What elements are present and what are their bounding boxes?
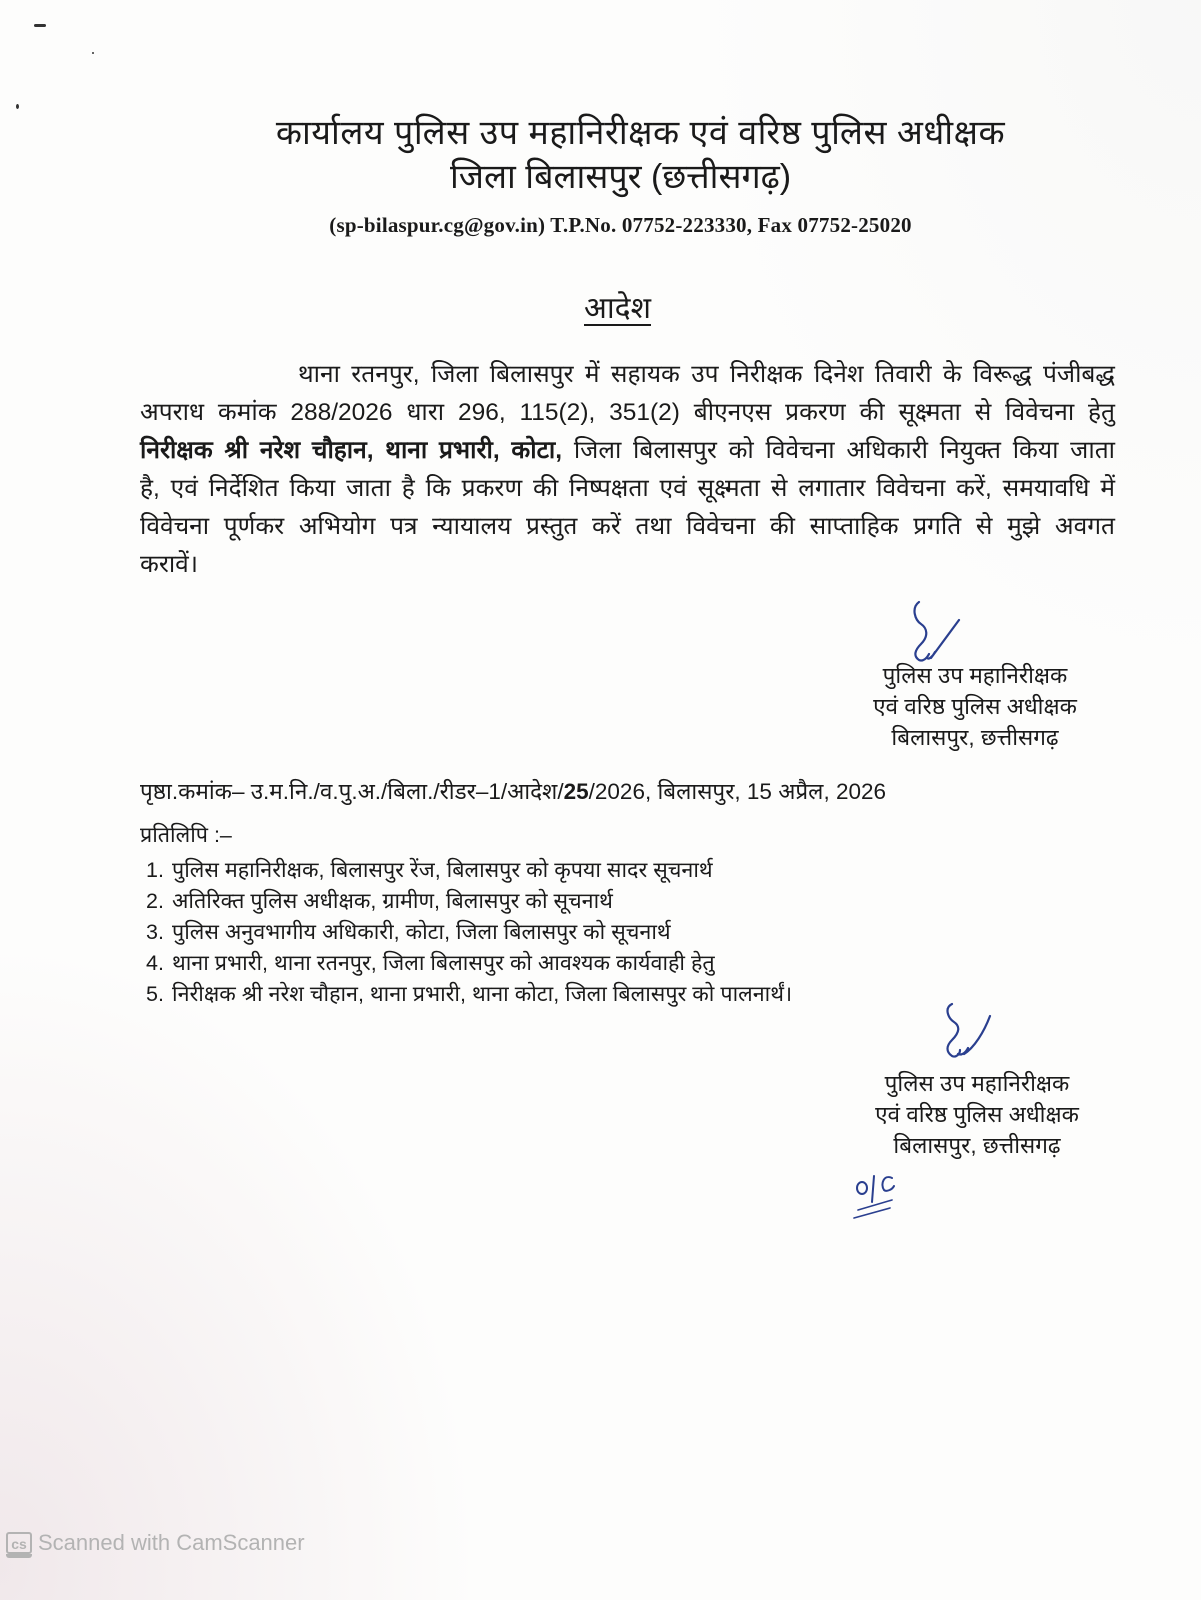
scan-speck — [34, 24, 46, 27]
copy-to-item-text: पुलिस अनुवभागीय अधिकारी, कोटा, जिला बिलासपुर को सूचनार्थ — [172, 920, 671, 944]
signature-icon — [938, 998, 998, 1063]
signature-block-2 — [832, 1068, 1122, 1161]
reference-number: 25 — [563, 779, 589, 804]
signature-icon — [905, 598, 965, 668]
copy-to-item — [146, 948, 792, 979]
reference-prefix: पृष्ठा.कमांक– उ.म.नि./व.पु.अ./बिला./रीडर–1/आदेश/ — [140, 779, 564, 804]
copy-to-item-number: 3. — [146, 920, 164, 944]
camscanner-watermark — [6, 1530, 305, 1556]
signatory-designation-1: पुलिस उप महानिरीक्षक — [882, 663, 1068, 688]
order-title: आदेश — [584, 292, 651, 325]
copy-to-item-text: थाना प्रभारी, थाना रतनपुर, जिला बिलासपुर को आवश्यक कार्यवाही हेतु — [172, 951, 715, 975]
reference-number-line — [140, 775, 886, 806]
copy-to-item — [146, 917, 792, 948]
camscanner-logo-icon: cs — [6, 1532, 32, 1554]
copy-to-item-text: अतिरिक्त पुलिस अधीक्षक, ग्रामीण, बिलासपुर को सूचनार्थ — [172, 889, 613, 913]
copy-to-item — [146, 886, 792, 917]
scan-speck — [92, 52, 94, 54]
order-body-text-1: थाना रतनपुर, जिला बिलासपुर में सहायक उप निरीक्षक दिनेश तिवारी के विरूद्ध पंजीबद्ध अपराध कमांक 288/2026 धारा 296, 115(2), 351(2) बीएनएस प्रकरण की सूक्ष्मता से विवेचना हेतु — [140, 361, 1115, 426]
copy-to-label: प्रतिलिपि :– — [140, 823, 232, 847]
copy-to-item-number: 2. — [146, 889, 164, 913]
copy-to-list — [146, 855, 792, 1010]
order-body — [140, 356, 1115, 584]
copy-to-item — [146, 979, 792, 1010]
copy-to-item-text: पुलिस महानिरीक्षक, बिलासपुर रेंज, बिलासपुर को कृपया सादर सूचनार्थ — [172, 858, 713, 882]
copy-to-item — [146, 855, 792, 886]
copy-to-item-text: निरीक्षक श्री नरेश चौहान, थाना प्रभारी, थाना कोटा, जिला बिलासपुर को पालनार्थं। — [172, 982, 793, 1006]
signatory-designation-1: पुलिस उप महानिरीक्षक — [884, 1071, 1070, 1096]
camscanner-watermark-text: Scanned with CamScanner — [38, 1530, 305, 1555]
copy-to-item-number: 1. — [146, 858, 164, 882]
order-body-investigator: निरीक्षक श्री नरेश चौहान, थाना प्रभारी, कोटा, — [140, 437, 563, 464]
signatory-designation-2: एवं वरिष्ठ पुलिस अधीक्षक — [873, 694, 1077, 719]
copy-to-item-number: 4. — [146, 951, 164, 975]
office-contact-line: (sp-bilaspur.cg@gov.in) T.P.No. 07752-223330, Fax 07752-25020 — [329, 213, 912, 237]
reference-suffix-date: /2026, बिलासपुर, 15 अप्रैल, 2026 — [588, 779, 886, 804]
signature-block-1 — [830, 660, 1120, 753]
office-header-district: जिला बिलासपुर (छत्तीसगढ़) — [449, 158, 792, 196]
office-header-title: कार्यालय पुलिस उप महानिरीक्षक एवं वरिष्ठ पुलिस अधीक्षक — [275, 114, 1006, 152]
handwritten-oc-mark — [850, 1168, 910, 1224]
signatory-location: बिलासपुर, छत्तीसगढ़ — [893, 1133, 1061, 1158]
signatory-designation-2: एवं वरिष्ठ पुलिस अधीक्षक — [875, 1102, 1079, 1127]
order-body-text-2: जिला बिलासपुर को विवेचना अधिकारी नियुक्त किया जाता है, एवं निर्देशित किया जाता है कि प्रकरण की निष्पक्षता एवं सूक्ष्मता से लगातार विवेचना करें, समयावधि में विवेचना पूर्णकर अभियोग पत्र न्यायालय प्रस्तुत करें तथा विवेचना की साप्ताहिक प्रगति से मुझे अवगत करावें। — [140, 437, 1116, 578]
signatory-location: बिलासपुर, छत्तीसगढ़ — [891, 725, 1059, 750]
copy-to-item-number: 5. — [146, 982, 164, 1006]
